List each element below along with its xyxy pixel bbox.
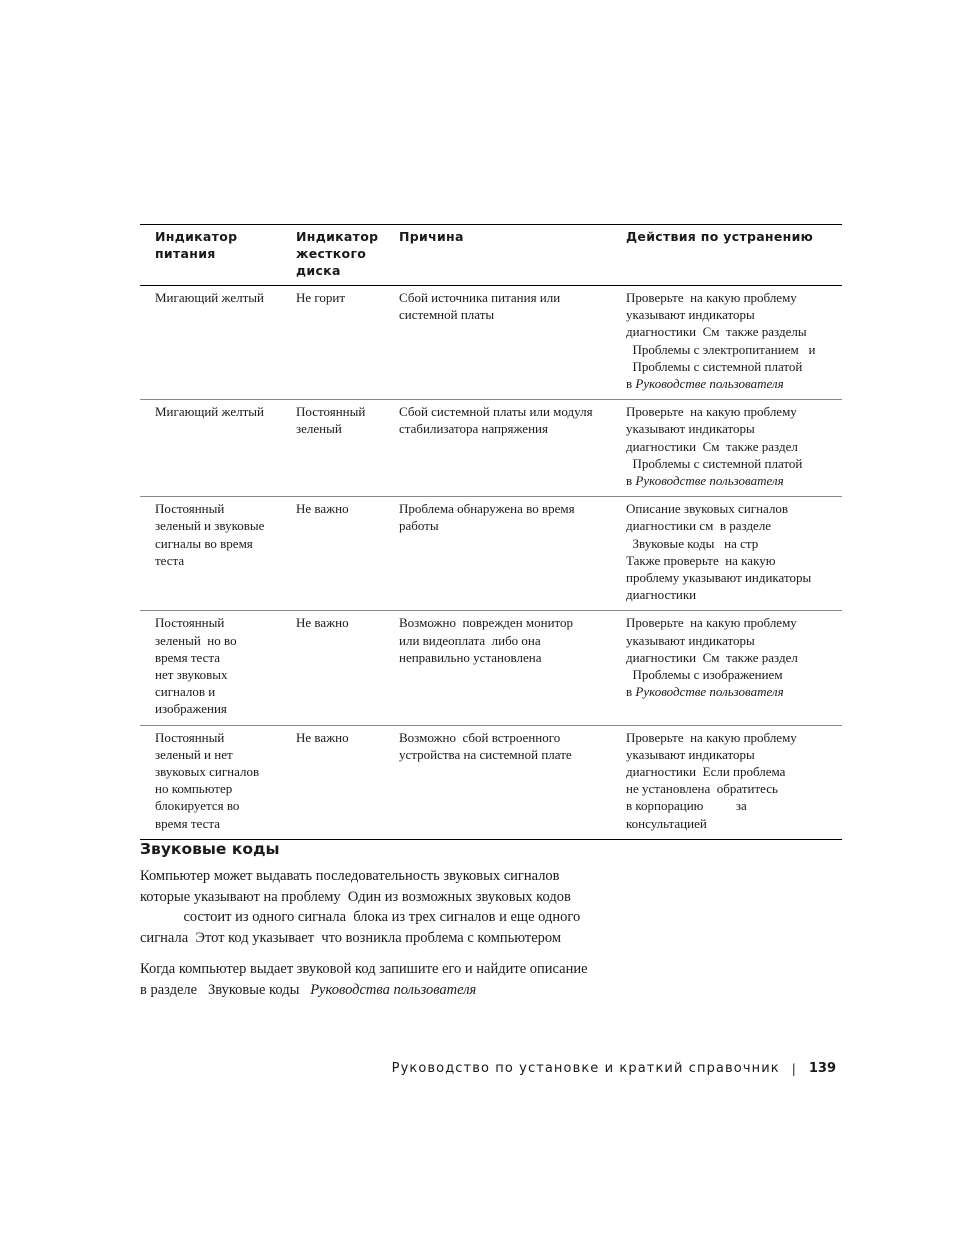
cell-line: Проблемы с изображением bbox=[626, 667, 783, 683]
paragraph-line: которые указывают на проблему Один из возможных звуковых кодов bbox=[140, 888, 571, 905]
column-header-line: Действия по устранению bbox=[626, 229, 814, 244]
cell-line: диагностики См также раздел bbox=[626, 649, 798, 665]
users-guide-reference: Руководстве пользователя bbox=[635, 376, 784, 392]
column-header-line: Индикатор bbox=[155, 229, 238, 244]
table-row bbox=[140, 611, 842, 725]
column-header-line: питания bbox=[155, 246, 216, 261]
paragraph-line bbox=[140, 980, 660, 1001]
action-cell bbox=[616, 400, 842, 497]
cell-line: указывают индикаторы bbox=[626, 421, 755, 437]
users-guide-reference: Руководства пользователя bbox=[310, 981, 477, 998]
beep-codes-paragraph-1 bbox=[140, 866, 660, 948]
paragraph-line: состоит из одного сигнала блока из трех сигналов и еще одного bbox=[140, 909, 581, 926]
column-header-line: Индикатор bbox=[296, 229, 379, 244]
cell-line: сигналы во время bbox=[155, 535, 253, 551]
cell-line: Проблемы с электропитанием и bbox=[626, 341, 816, 357]
table-header bbox=[140, 225, 842, 286]
page-footer bbox=[392, 1061, 836, 1076]
cell-line: изображения bbox=[155, 701, 227, 717]
reference-prefix: в bbox=[626, 376, 636, 392]
cell-line: в корпорацию за bbox=[626, 798, 747, 814]
table-row bbox=[140, 286, 842, 400]
users-guide-reference: Руководстве пользователя bbox=[635, 473, 784, 489]
cell-line: Не важно bbox=[296, 729, 349, 745]
cell-line: Возможно сбой встроенного bbox=[399, 729, 561, 745]
cell-line: стабилизатора напряжения bbox=[399, 421, 548, 437]
cell-line: указывают индикаторы bbox=[626, 746, 755, 762]
cell-line: Проверьте на какую проблему bbox=[626, 615, 797, 631]
cell-line bbox=[626, 375, 836, 392]
column-header-line: Причина bbox=[399, 229, 464, 244]
power-indicator-cell bbox=[140, 725, 281, 839]
cell-line: Постоянный bbox=[155, 615, 225, 631]
cell-line: зеленый и нет bbox=[155, 746, 233, 762]
cell-line: Не важно bbox=[296, 615, 349, 631]
users-guide-reference: Руководстве пользователя bbox=[635, 684, 784, 700]
cell-line: зеленый но во bbox=[155, 632, 237, 648]
page-number: 139 bbox=[808, 1061, 836, 1076]
paragraph-line: Когда компьютер выдает звуковой код запишите его и найдите описание bbox=[140, 961, 588, 977]
table-row bbox=[140, 400, 842, 497]
cell-line: диагностики bbox=[626, 587, 697, 603]
column-header-line: жесткого bbox=[296, 246, 367, 261]
table-header-row bbox=[140, 225, 842, 286]
column-header bbox=[281, 225, 389, 286]
table-row bbox=[140, 725, 842, 839]
cell-line bbox=[626, 683, 836, 700]
cell-line: время теста bbox=[155, 649, 221, 665]
beep-codes-paragraph-2 bbox=[140, 959, 660, 1000]
cell-line: Постоянный bbox=[296, 404, 366, 420]
hdd-indicator-cell bbox=[281, 497, 389, 611]
cell-line: устройства на системной плате bbox=[399, 746, 572, 762]
cell-line: время теста bbox=[155, 815, 221, 831]
power-indicator-cell bbox=[140, 497, 281, 611]
cell-line: системной платы bbox=[399, 307, 495, 323]
cell-line: указывают индикаторы bbox=[626, 307, 755, 323]
cell-line: Также проверьте на какую bbox=[626, 552, 776, 568]
cell-line: Сбой системной платы или модуля bbox=[399, 404, 593, 420]
cell-line: работы bbox=[399, 518, 439, 534]
cell-line: нет звуковых bbox=[155, 667, 228, 683]
paragraph-line: сигнала Этот код указывает что возникла проблема с компьютером bbox=[140, 929, 562, 946]
cell-line: Возможно поврежден монитор bbox=[399, 615, 574, 631]
column-header bbox=[616, 225, 842, 286]
cause-cell bbox=[389, 400, 616, 497]
cell-line: консультацией bbox=[626, 815, 707, 831]
action-cell bbox=[616, 725, 842, 839]
cell-line: или видеоплата либо она bbox=[399, 632, 541, 648]
reference-prefix: в bbox=[626, 684, 636, 700]
cell-line: блокируется во bbox=[155, 798, 240, 814]
cell-line: Постоянный bbox=[155, 501, 225, 517]
paragraph-line: Компьютер может выдавать последовательность звуковых сигналов bbox=[140, 868, 560, 884]
table-row bbox=[140, 497, 842, 611]
cell-line: диагностики См также раздел bbox=[626, 438, 798, 454]
footer-separator: | bbox=[791, 1061, 797, 1076]
cell-line: указывают индикаторы bbox=[626, 632, 755, 648]
cause-cell bbox=[389, 286, 616, 400]
cell-line: зеленый bbox=[296, 421, 342, 437]
cell-line: Постоянный bbox=[155, 729, 225, 745]
diagnostic-indicator-table bbox=[140, 224, 842, 840]
cell-line: диагностики Если проблема bbox=[626, 764, 786, 780]
cell-line: диагностики см в разделе bbox=[626, 518, 772, 534]
cell-line bbox=[626, 472, 836, 489]
cell-line: диагностики См также разделы bbox=[626, 324, 807, 340]
cell-line: Звуковые коды на стр bbox=[626, 535, 759, 551]
cell-line: но компьютер bbox=[155, 781, 233, 797]
cell-line: сигналов и bbox=[155, 684, 216, 700]
paragraph-text: в разделе Звуковые коды bbox=[140, 981, 311, 998]
cell-line: Сбой источника питания или bbox=[399, 290, 561, 305]
cell-line: Не горит bbox=[296, 290, 346, 305]
cause-cell bbox=[389, 611, 616, 725]
action-cell bbox=[616, 497, 842, 611]
action-cell bbox=[616, 611, 842, 725]
reference-prefix: в bbox=[626, 473, 636, 489]
cell-line: Проблема обнаружена во время bbox=[399, 501, 575, 517]
hdd-indicator-cell bbox=[281, 611, 389, 725]
cell-line: неправильно установлена bbox=[399, 649, 542, 665]
column-header bbox=[140, 225, 281, 286]
cell-line: не установлена обратитесь bbox=[626, 781, 778, 797]
action-cell bbox=[616, 286, 842, 400]
cell-line: зеленый и звуковые bbox=[155, 518, 265, 534]
power-indicator-cell bbox=[140, 611, 281, 725]
power-indicator-cell bbox=[140, 286, 281, 400]
column-header-line: диска bbox=[296, 263, 341, 278]
cell-line: проблему указывают индикаторы bbox=[626, 570, 812, 586]
power-indicator-cell bbox=[140, 400, 281, 497]
cell-line: звуковых сигналов bbox=[155, 764, 260, 780]
table-body bbox=[140, 286, 842, 840]
cell-line: Мигающий желтый bbox=[155, 404, 264, 420]
footer-title: Руководство по установке и краткий справочник bbox=[391, 1061, 780, 1076]
cell-line: Проблемы с системной платой bbox=[626, 358, 803, 374]
cell-line: Мигающий желтый bbox=[155, 290, 264, 305]
cell-line: Проверьте на какую проблему bbox=[626, 290, 797, 305]
hdd-indicator-cell bbox=[281, 400, 389, 497]
cell-line: Не важно bbox=[296, 501, 349, 517]
cell-line: Проверьте на какую проблему bbox=[626, 729, 797, 745]
cause-cell bbox=[389, 497, 616, 611]
column-header bbox=[389, 225, 616, 286]
cell-line: теста bbox=[155, 552, 185, 568]
cell-line: Проблемы с системной платой bbox=[626, 455, 803, 471]
cause-cell bbox=[389, 725, 616, 839]
cell-line: Проверьте на какую проблему bbox=[626, 404, 797, 420]
cell-line: Описание звуковых сигналов bbox=[626, 501, 789, 517]
hdd-indicator-cell bbox=[281, 725, 389, 839]
hdd-indicator-cell bbox=[281, 286, 389, 400]
section-title: Звуковые коды bbox=[140, 840, 280, 858]
